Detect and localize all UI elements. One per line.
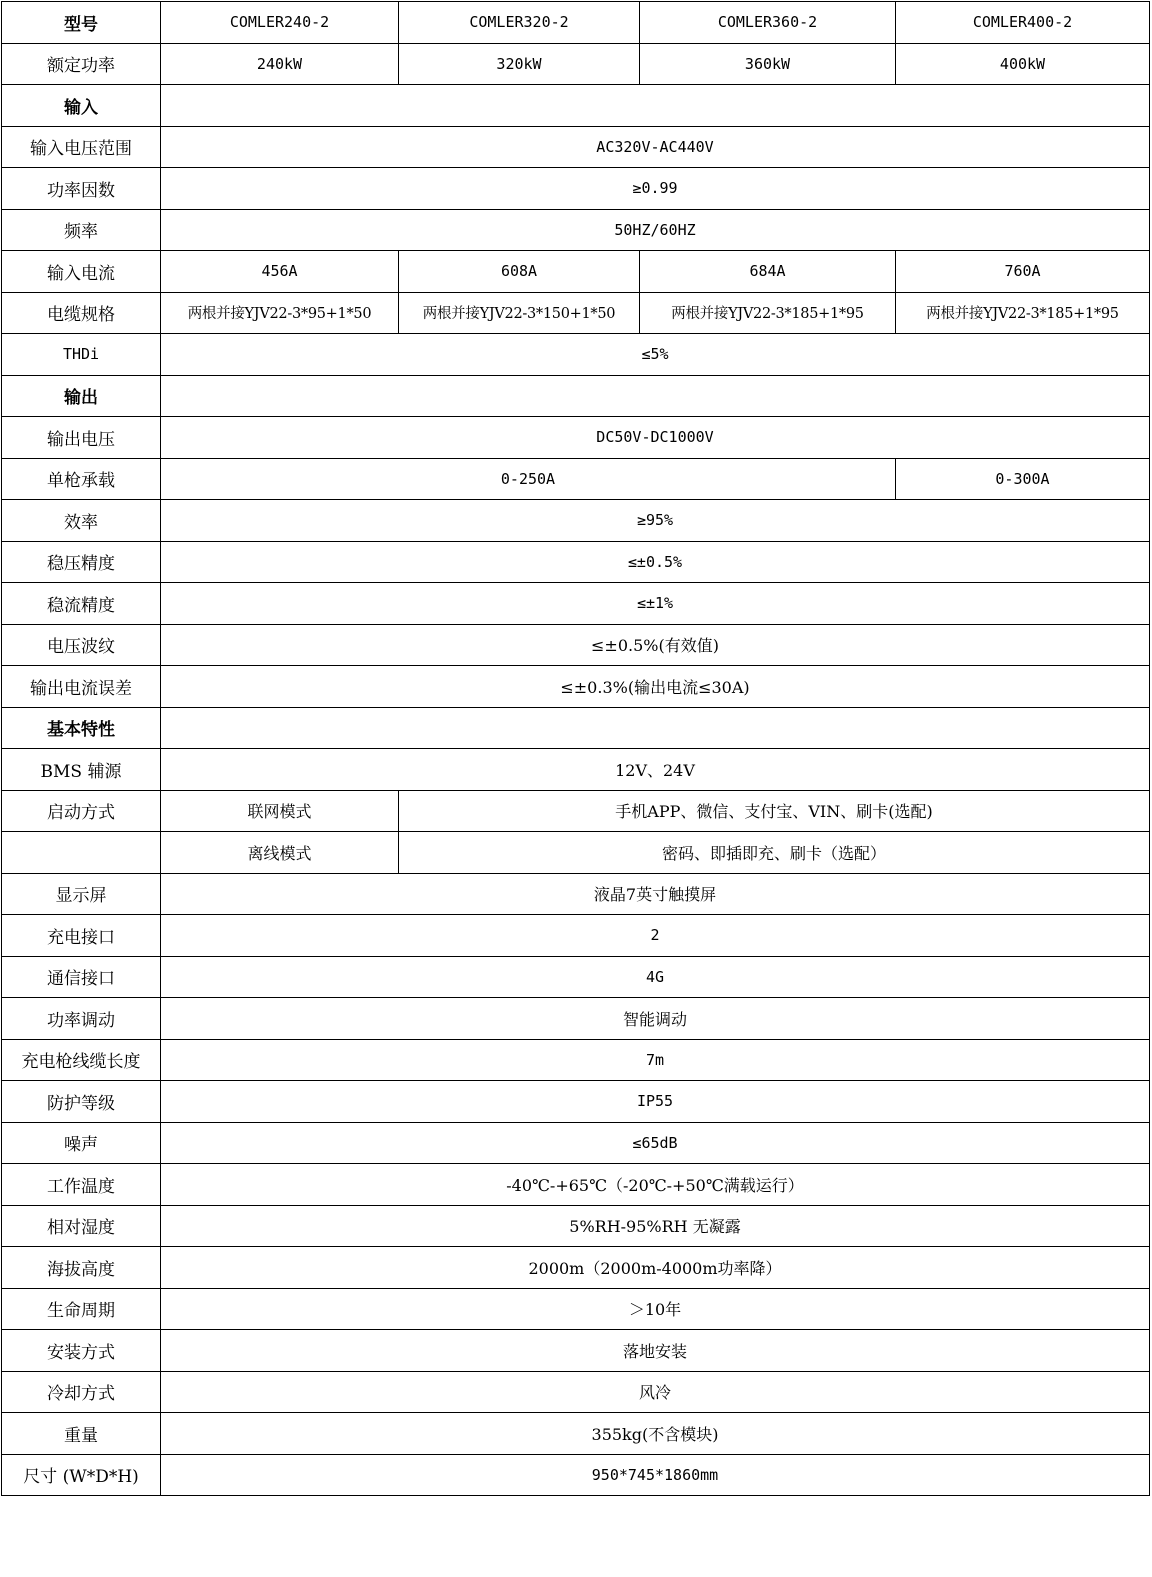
thdi-row: [2, 334, 1150, 376]
lifecycle-row: [2, 1288, 1150, 1330]
efficiency-row: [2, 500, 1150, 542]
comm-port-value: 4G: [161, 956, 1150, 998]
power-factor-value: ≥0.99: [161, 168, 1150, 210]
bms-value: 12V、24V: [161, 749, 1150, 791]
cooling-value: 风冷: [161, 1371, 1150, 1413]
input-current-360: 684A: [640, 251, 896, 293]
startup-online-mode: 联网模式: [161, 790, 399, 832]
altitude-label: 海拔高度: [2, 1247, 161, 1289]
dimensions-label: 尺寸 (W*D*H): [2, 1454, 161, 1496]
dimensions-row: [2, 1454, 1150, 1496]
startup-label: 启动方式: [2, 790, 161, 832]
current-error-label: 输出电流误差: [2, 666, 161, 708]
input-voltage-value: AC320V-AC440V: [161, 126, 1150, 168]
cooling-label: 冷却方式: [2, 1371, 161, 1413]
protection-row: [2, 1081, 1150, 1123]
install-row: [2, 1330, 1150, 1372]
voltage-precision-label: 稳压精度: [2, 541, 161, 583]
model-360: COMLER360-2: [640, 2, 896, 44]
frequency-label: 频率: [2, 209, 161, 251]
voltage-ripple-row: [2, 624, 1150, 666]
startup-online-row: [2, 790, 1150, 832]
power-factor-row: [2, 168, 1150, 210]
input-current-320: 608A: [399, 251, 640, 293]
altitude-row: [2, 1247, 1150, 1289]
single-gun-value-b: 0-300A: [896, 458, 1150, 500]
weight-label: 重量: [2, 1413, 161, 1455]
power-dispatch-row: [2, 998, 1150, 1040]
noise-value: ≤65dB: [161, 1122, 1150, 1164]
comm-port-row: [2, 956, 1150, 998]
cable-length-label: 充电枪线缆长度: [2, 1039, 161, 1081]
input-voltage-row: [2, 126, 1150, 168]
startup-offline-value: 密码、即插即充、刷卡（选配）: [399, 832, 1150, 874]
frequency-row: [2, 209, 1150, 251]
work-temp-label: 工作温度: [2, 1164, 161, 1206]
cable-spec-240: 两根并接YJV22-3*95+1*50: [161, 292, 399, 334]
single-gun-label: 单枪承载: [2, 458, 161, 500]
efficiency-label: 效率: [2, 500, 161, 542]
weight-value: 355kg(不含模块): [161, 1413, 1150, 1455]
display-value: 液晶7英寸触摸屏: [161, 873, 1150, 915]
humidity-row: [2, 1205, 1150, 1247]
cable-spec-320: 两根并接YJV22-3*150+1*50: [399, 292, 640, 334]
input-current-label: 输入电流: [2, 251, 161, 293]
power-360: 360kW: [640, 43, 896, 85]
input-voltage-label: 输入电压范围: [2, 126, 161, 168]
noise-row: [2, 1122, 1150, 1164]
input-current-240: 456A: [161, 251, 399, 293]
bms-row: [2, 749, 1150, 791]
model-320: COMLER320-2: [399, 2, 640, 44]
efficiency-value: ≥95%: [161, 500, 1150, 542]
display-row: [2, 873, 1150, 915]
thdi-value: ≤5%: [161, 334, 1150, 376]
display-label: 显示屏: [2, 873, 161, 915]
spec-table: [1, 1, 1150, 1496]
startup-offline-empty: [2, 832, 161, 874]
power-row: [2, 43, 1150, 85]
current-precision-value: ≤±1%: [161, 583, 1150, 625]
output-voltage-row: [2, 417, 1150, 459]
voltage-ripple-value: ≤±0.5%(有效值): [161, 624, 1150, 666]
basic-section-row: [2, 707, 1150, 749]
current-precision-label: 稳流精度: [2, 583, 161, 625]
humidity-value: 5%RH-95%RH 无凝露: [161, 1205, 1150, 1247]
input-section-empty: [161, 85, 1150, 127]
startup-offline-mode: 离线模式: [161, 832, 399, 874]
cable-spec-400: 两根并接YJV22-3*185+1*95: [896, 292, 1150, 334]
thdi-label: THDi: [2, 334, 161, 376]
output-voltage-value: DC50V-DC1000V: [161, 417, 1150, 459]
lifecycle-value: ＞10年: [161, 1288, 1150, 1330]
startup-offline-row: [2, 832, 1150, 874]
output-section-title: 输出: [2, 375, 161, 417]
input-current-400: 760A: [896, 251, 1150, 293]
input-section-row: [2, 85, 1150, 127]
power-dispatch-value: 智能调动: [161, 998, 1150, 1040]
power-dispatch-label: 功率调动: [2, 998, 161, 1040]
dimensions-value: 950*745*1860mm: [161, 1454, 1150, 1496]
work-temp-row: [2, 1164, 1150, 1206]
power-240: 240kW: [161, 43, 399, 85]
humidity-label: 相对湿度: [2, 1205, 161, 1247]
model-row: [2, 2, 1150, 44]
work-temp-value: -40℃-+65℃（-20℃-+50℃满载运行）: [161, 1164, 1150, 1206]
output-section-row: [2, 375, 1150, 417]
current-error-row: [2, 666, 1150, 708]
altitude-value: 2000m（2000m-4000m功率降）: [161, 1247, 1150, 1289]
charge-port-row: [2, 915, 1150, 957]
weight-row: [2, 1413, 1150, 1455]
model-label: 型号: [2, 2, 161, 44]
input-current-row: [2, 251, 1150, 293]
frequency-value: 50HZ/60HZ: [161, 209, 1150, 251]
protection-value: IP55: [161, 1081, 1150, 1123]
single-gun-row: [2, 458, 1150, 500]
output-section-empty: [161, 375, 1150, 417]
bms-label: BMS 辅源: [2, 749, 161, 791]
basic-section-title: 基本特性: [2, 707, 161, 749]
voltage-precision-value: ≤±0.5%: [161, 541, 1150, 583]
model-400: COMLER400-2: [896, 2, 1150, 44]
output-voltage-label: 输出电压: [2, 417, 161, 459]
install-value: 落地安装: [161, 1330, 1150, 1372]
power-400: 400kW: [896, 43, 1150, 85]
cable-length-row: [2, 1039, 1150, 1081]
current-error-value: ≤±0.3%(输出电流≤30A): [161, 666, 1150, 708]
install-label: 安装方式: [2, 1330, 161, 1372]
single-gun-value-a: 0-250A: [161, 458, 896, 500]
current-precision-row: [2, 583, 1150, 625]
charge-port-value: 2: [161, 915, 1150, 957]
noise-label: 噪声: [2, 1122, 161, 1164]
charge-port-label: 充电接口: [2, 915, 161, 957]
cable-spec-label: 电缆规格: [2, 292, 161, 334]
cable-length-value: 7m: [161, 1039, 1150, 1081]
basic-section-empty: [161, 707, 1150, 749]
power-label: 额定功率: [2, 43, 161, 85]
cable-spec-360: 两根并接YJV22-3*185+1*95: [640, 292, 896, 334]
power-factor-label: 功率因数: [2, 168, 161, 210]
model-240: COMLER240-2: [161, 2, 399, 44]
startup-online-value: 手机APP、微信、支付宝、VIN、刷卡(选配): [399, 790, 1150, 832]
protection-label: 防护等级: [2, 1081, 161, 1123]
cooling-row: [2, 1371, 1150, 1413]
lifecycle-label: 生命周期: [2, 1288, 161, 1330]
comm-port-label: 通信接口: [2, 956, 161, 998]
voltage-ripple-label: 电压波纹: [2, 624, 161, 666]
voltage-precision-row: [2, 541, 1150, 583]
power-320: 320kW: [399, 43, 640, 85]
cable-spec-row: [2, 292, 1150, 334]
input-section-title: 输入: [2, 85, 161, 127]
